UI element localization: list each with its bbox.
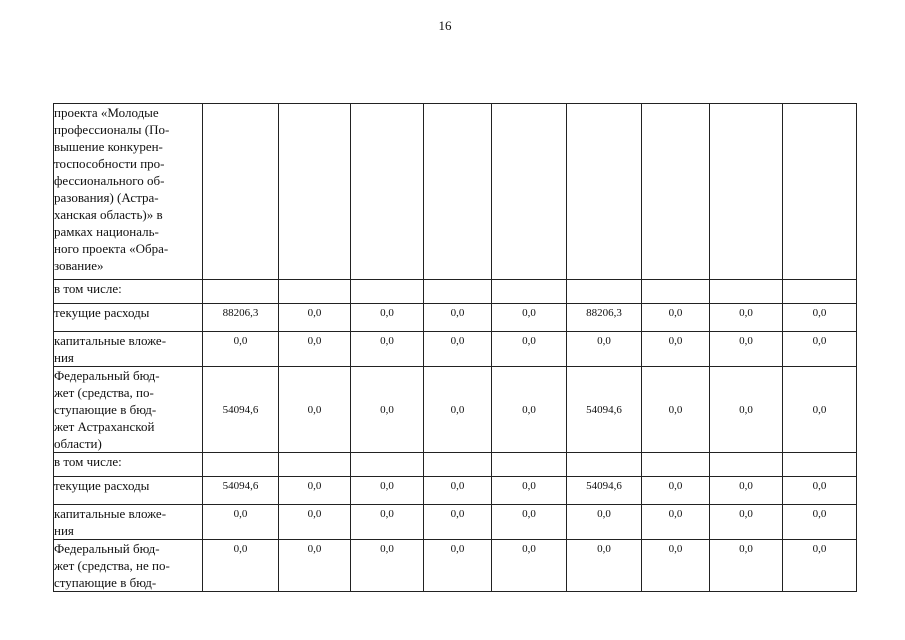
value-cell xyxy=(203,367,279,453)
cell-value xyxy=(567,104,641,107)
cell-value: 0,0 xyxy=(380,335,394,347)
cell-value xyxy=(783,453,856,456)
cell-value xyxy=(279,280,350,283)
value-cell xyxy=(203,332,279,367)
value-cell xyxy=(351,477,424,505)
value-cell xyxy=(783,332,857,367)
cell-value: 0,0 xyxy=(233,508,248,520)
value-cell xyxy=(783,280,857,304)
value-cell xyxy=(279,477,351,505)
row-label: в том числе: xyxy=(54,280,203,304)
row-label: капитальные вложе- ния xyxy=(54,332,203,367)
cell-value xyxy=(279,453,350,456)
cell-value: 54094,6 xyxy=(222,403,259,416)
cell-value xyxy=(351,453,423,456)
value-cell xyxy=(567,367,642,453)
table-row xyxy=(54,505,857,540)
value-cell xyxy=(492,304,567,332)
cell-value: 0,0 xyxy=(739,543,753,555)
value-cell xyxy=(710,104,783,280)
cell-value: 0,0 xyxy=(307,480,322,492)
value-cell xyxy=(492,477,567,505)
value-cell xyxy=(783,367,857,453)
value-cell xyxy=(279,453,351,477)
value-cell xyxy=(351,304,424,332)
budget-table xyxy=(53,103,857,592)
row-label: Федеральный бюд- жет (средства, по- ступающие в бюд- жет Астраханской области) xyxy=(54,367,203,453)
cell-value: 0,0 xyxy=(739,335,753,347)
value-cell xyxy=(710,540,783,592)
cell-value: 0,0 xyxy=(812,480,827,492)
value-cell xyxy=(642,332,710,367)
value-cell xyxy=(783,540,857,592)
value-cell xyxy=(783,505,857,540)
table-row xyxy=(54,304,857,332)
value-cell xyxy=(424,477,492,505)
value-cell xyxy=(203,104,279,280)
cell-value: 0,0 xyxy=(812,403,827,416)
cell-value: 0,0 xyxy=(450,508,465,520)
cell-value: 0,0 xyxy=(597,335,611,347)
value-cell xyxy=(279,304,351,332)
cell-value: 0,0 xyxy=(380,307,394,319)
cell-value: 0,0 xyxy=(522,307,536,319)
value-cell xyxy=(710,453,783,477)
cell-value: 0,0 xyxy=(812,307,827,319)
value-cell xyxy=(642,477,710,505)
cell-value: 0,0 xyxy=(450,307,465,319)
cell-value: 0,0 xyxy=(522,543,536,555)
cell-value: 0,0 xyxy=(668,543,683,555)
value-cell xyxy=(642,104,710,280)
cell-value xyxy=(710,104,782,107)
cell-value: 0,0 xyxy=(739,508,753,520)
value-cell xyxy=(351,280,424,304)
cell-value xyxy=(642,453,709,456)
cell-value: 0,0 xyxy=(380,508,394,520)
cell-value xyxy=(492,280,566,283)
cell-value: 0,0 xyxy=(522,480,536,492)
cell-value: 0,0 xyxy=(668,335,683,347)
cell-value xyxy=(492,453,566,456)
value-cell xyxy=(642,367,710,453)
cell-value: 0,0 xyxy=(380,480,394,492)
cell-value xyxy=(424,280,491,283)
cell-value xyxy=(783,280,856,283)
table-row xyxy=(54,332,857,367)
value-cell xyxy=(351,332,424,367)
cell-value: 0,0 xyxy=(812,335,827,347)
cell-value: 0,0 xyxy=(668,403,683,416)
value-cell xyxy=(279,367,351,453)
cell-value: 0,0 xyxy=(450,403,465,416)
cell-value: 0,0 xyxy=(522,335,536,347)
page-number: 16 xyxy=(438,18,452,33)
value-cell xyxy=(492,280,567,304)
cell-value xyxy=(424,104,491,107)
value-cell xyxy=(492,453,567,477)
value-cell xyxy=(279,540,351,592)
value-cell xyxy=(642,540,710,592)
cell-value: 54094,6 xyxy=(586,403,622,416)
value-cell xyxy=(203,304,279,332)
value-cell xyxy=(710,505,783,540)
table-row xyxy=(54,477,857,505)
value-cell xyxy=(203,540,279,592)
value-cell xyxy=(351,367,424,453)
value-cell xyxy=(424,280,492,304)
row-label: капитальные вложе- ния xyxy=(54,505,203,540)
value-cell xyxy=(710,280,783,304)
value-cell xyxy=(710,477,783,505)
cell-value: 0,0 xyxy=(597,543,611,555)
value-cell xyxy=(567,332,642,367)
cell-value xyxy=(351,280,423,283)
value-cell xyxy=(492,505,567,540)
value-cell xyxy=(279,332,351,367)
value-cell xyxy=(279,505,351,540)
value-cell xyxy=(279,280,351,304)
cell-value: 0,0 xyxy=(233,543,248,555)
value-cell xyxy=(424,453,492,477)
cell-value xyxy=(567,453,641,456)
cell-value: 0,0 xyxy=(668,508,683,520)
table-row xyxy=(54,280,857,304)
value-cell xyxy=(424,505,492,540)
value-cell xyxy=(424,367,492,453)
value-cell xyxy=(351,104,424,280)
value-cell xyxy=(424,104,492,280)
cell-value: 0,0 xyxy=(597,508,611,520)
value-cell xyxy=(783,453,857,477)
value-cell xyxy=(567,477,642,505)
value-cell xyxy=(567,280,642,304)
cell-value: 0,0 xyxy=(307,403,322,416)
cell-value: 0,0 xyxy=(739,403,753,416)
table-row xyxy=(54,540,857,592)
cell-value xyxy=(279,104,350,107)
value-cell xyxy=(203,477,279,505)
cell-value xyxy=(203,280,278,283)
cell-value xyxy=(351,104,423,107)
cell-value: 0,0 xyxy=(668,307,683,319)
value-cell xyxy=(279,104,351,280)
value-cell xyxy=(351,540,424,592)
cell-value: 0,0 xyxy=(380,403,394,416)
row-label: текущие расходы xyxy=(54,304,203,332)
value-cell xyxy=(424,304,492,332)
cell-value: 54094,6 xyxy=(222,480,259,492)
cell-value xyxy=(710,280,782,283)
cell-value: 88206,3 xyxy=(586,307,622,319)
cell-value: 0,0 xyxy=(307,543,322,555)
value-cell xyxy=(710,367,783,453)
row-label: текущие расходы xyxy=(54,477,203,505)
cell-value: 88206,3 xyxy=(222,307,259,319)
row-label: в том числе: xyxy=(54,453,203,477)
value-cell xyxy=(567,453,642,477)
value-cell xyxy=(642,280,710,304)
cell-value xyxy=(492,104,566,107)
cell-value: 0,0 xyxy=(812,543,827,555)
cell-value: 0,0 xyxy=(307,335,322,347)
value-cell xyxy=(351,505,424,540)
cell-value xyxy=(567,280,641,283)
row-label: Федеральный бюд- жет (средства, не по- ступающие в бюд- xyxy=(54,540,203,592)
cell-value xyxy=(203,104,278,107)
cell-value: 0,0 xyxy=(450,480,465,492)
cell-value: 0,0 xyxy=(812,508,827,520)
cell-value: 0,0 xyxy=(522,508,536,520)
value-cell xyxy=(492,104,567,280)
value-cell xyxy=(424,540,492,592)
cell-value: 0,0 xyxy=(307,307,322,319)
value-cell xyxy=(567,540,642,592)
cell-value xyxy=(783,104,856,107)
value-cell xyxy=(424,332,492,367)
value-cell xyxy=(710,332,783,367)
value-cell xyxy=(492,332,567,367)
value-cell xyxy=(783,477,857,505)
cell-value xyxy=(710,453,782,456)
value-cell xyxy=(203,280,279,304)
value-cell xyxy=(783,304,857,332)
cell-value xyxy=(424,453,491,456)
cell-value xyxy=(203,453,278,456)
cell-value: 0,0 xyxy=(739,307,753,319)
value-cell xyxy=(203,453,279,477)
cell-value: 0,0 xyxy=(450,335,465,347)
cell-value: 0,0 xyxy=(522,403,536,416)
cell-value xyxy=(642,280,709,283)
cell-value xyxy=(642,104,709,107)
cell-value: 0,0 xyxy=(233,335,248,347)
cell-value: 0,0 xyxy=(739,480,753,492)
value-cell xyxy=(567,505,642,540)
value-cell xyxy=(492,367,567,453)
cell-value: 0,0 xyxy=(307,508,322,520)
row-label: проекта «Молодые профессионалы (По- вышение конкурен- тоспособности про- фессионального об- разования) (Астра- ханская область)» в рамках националь- ного проекта «Обра- зование» xyxy=(54,104,203,280)
cell-value: 54094,6 xyxy=(586,480,622,492)
cell-value: 0,0 xyxy=(450,543,465,555)
value-cell xyxy=(567,104,642,280)
value-cell xyxy=(710,304,783,332)
value-cell xyxy=(642,453,710,477)
table-row xyxy=(54,367,857,453)
table-row xyxy=(54,453,857,477)
value-cell xyxy=(642,505,710,540)
value-cell xyxy=(642,304,710,332)
value-cell xyxy=(567,304,642,332)
table-row xyxy=(54,104,857,280)
cell-value: 0,0 xyxy=(668,480,683,492)
value-cell xyxy=(351,453,424,477)
value-cell xyxy=(492,540,567,592)
value-cell xyxy=(203,505,279,540)
value-cell xyxy=(783,104,857,280)
cell-value: 0,0 xyxy=(380,543,394,555)
